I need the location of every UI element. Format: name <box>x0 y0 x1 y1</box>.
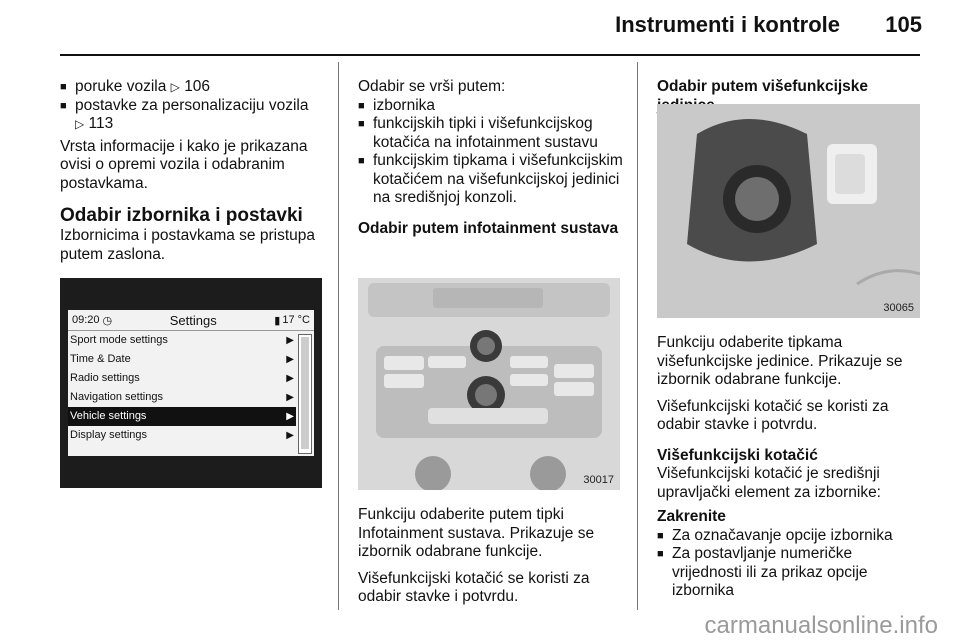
screen-menu-label: Vehicle settings <box>70 410 147 422</box>
screen-menu-item <box>68 388 296 407</box>
screen-menu-label: Sport mode settings <box>70 334 168 346</box>
column-2 <box>358 78 633 238</box>
page-ref: 106 <box>184 78 211 95</box>
multifunction-unit-photo <box>657 104 920 318</box>
paragraph: Funkciju odaberite putem tipki Infotainment sustava. Prikazuje se izbornik odabrane funkcije. <box>358 506 595 560</box>
paragraph: Višefunkcijski kotačić se koristi za odabir stavke i potvrdu. <box>358 569 590 605</box>
screen-time: 09:20 <box>72 314 100 326</box>
thermometer-icon: ▮ <box>274 314 281 327</box>
chevron-right-icon: ▶ <box>286 354 294 365</box>
screen-title: Settings <box>169 312 217 328</box>
bullet-text: postavke za personalizaciju vozila <box>75 96 309 114</box>
screen-menu-label: Navigation settings <box>70 391 163 403</box>
image-code: 30017 <box>583 474 614 486</box>
screen-menu-label: Time & Date <box>70 353 131 365</box>
bullet-text: izbornika <box>373 96 436 114</box>
column-2-lower <box>358 506 633 607</box>
infotainment-photo <box>358 278 620 490</box>
screen-menu-item <box>68 407 296 426</box>
chevron-right-icon: ▶ <box>286 411 294 422</box>
multifunction-unit-illustration <box>657 104 920 318</box>
bullet-text: funkcijskih tipki i višefunkcijskog kotačića na infotainment sustavu <box>373 115 598 151</box>
paragraph: Višefunkcijski kotačić se koristi za odabir stavke i potvrdu. <box>657 397 889 433</box>
bullet-item: ■ Za označavanje opcije izbornika <box>657 526 893 544</box>
bullet-item: ■ funkcijskih tipki i višefunkcijskog kotačića na infotainment sustavu <box>358 115 633 152</box>
bullet-item: ■ funkcijskim tipkama i višefunkcijskim kotačićem na višefunkcijskoj jedinici na središnjoj konzoli. <box>358 152 633 208</box>
paragraph: Višefunkcijski kotačić je središnji upravljački element za izbornike: <box>657 465 881 501</box>
bullet-text: Za postavljanje numeričke vrijednosti ili za prikaz opcije izbornika <box>672 545 868 599</box>
chevron-right-icon: ▶ <box>286 392 294 403</box>
screen-temperature: 17 °C <box>282 314 310 326</box>
screen-menu-item <box>68 369 296 388</box>
paragraph: Funkciju odaberite tipkama višefunkcijske jedinice. Prikazuje se izbornik odabrane funkcije. <box>657 334 903 388</box>
screen-menu-label: Display settings <box>70 429 148 441</box>
clock-icon: ◷ <box>102 314 113 327</box>
screen-status-bar <box>68 310 314 331</box>
bullet-item: ■ postavke za personalizaciju vozila ▷ 113 <box>60 96 309 132</box>
column-1 <box>60 78 330 264</box>
display-photo <box>60 278 322 488</box>
bullet-text: funkcijskim tipkama i višefunkcijskim kotačićem na višefunkcijskoj jedinici na središnjoj konzoli. <box>373 152 623 206</box>
page-ref-arrow-icon: ▷ <box>170 80 180 94</box>
bullet-item: ■ poruke vozila ▷ 106 <box>60 78 211 95</box>
bullet-text: Za označavanje opcije izbornika <box>672 526 893 544</box>
page-ref-arrow-icon: ▷ <box>75 117 85 131</box>
chevron-right-icon: ▶ <box>286 335 294 346</box>
column-divider-1 <box>338 62 339 610</box>
bullet-item: ■ Za postavljanje numeričke vrijednosti ili za prikaz opcije izbornika <box>657 545 922 601</box>
header-rule <box>60 54 920 56</box>
screen-menu-item <box>68 426 296 445</box>
chevron-right-icon: ▶ <box>286 430 294 441</box>
screen-menu-item <box>68 331 296 350</box>
paragraph: Vrsta informacije i kako je prikazana ovisi o opremi vozila i odabranim postavkama. <box>60 137 308 192</box>
page-number: 105 <box>885 12 922 37</box>
bullet-text: poruke vozila <box>75 78 167 95</box>
paragraph: Odabir se vrši putem: <box>358 78 506 95</box>
screen-menu-item <box>68 350 296 369</box>
infotainment-panel-illustration <box>358 278 620 490</box>
page-ref: 113 <box>88 115 114 132</box>
column-3-lower <box>657 334 922 601</box>
image-code: 30065 <box>883 302 914 314</box>
paragraph: Izbornicima i postavkama se pristupa putem zaslona. <box>60 227 316 263</box>
screen-menu-list <box>68 331 314 445</box>
bullet-item: ■ izbornika <box>358 96 436 114</box>
screen-scrollbar <box>298 334 312 454</box>
subheading: Zakrenite <box>657 508 726 525</box>
settings-screen <box>68 310 314 456</box>
page-header-title: Instrumenti i kontrole <box>615 12 840 37</box>
column-divider-2 <box>637 62 638 610</box>
subheading: Višefunkcijski kotačić <box>657 446 818 464</box>
site-watermark: carmanualsonline.info <box>704 612 938 639</box>
section-heading: Odabir izbornika i postavki <box>60 205 303 226</box>
subheading: Odabir putem višefunkcijske <box>657 78 869 95</box>
screen-menu-label: Radio settings <box>70 372 140 384</box>
chevron-right-icon: ▶ <box>286 373 294 384</box>
subheading: Odabir putem infotainment sustava <box>358 219 619 237</box>
